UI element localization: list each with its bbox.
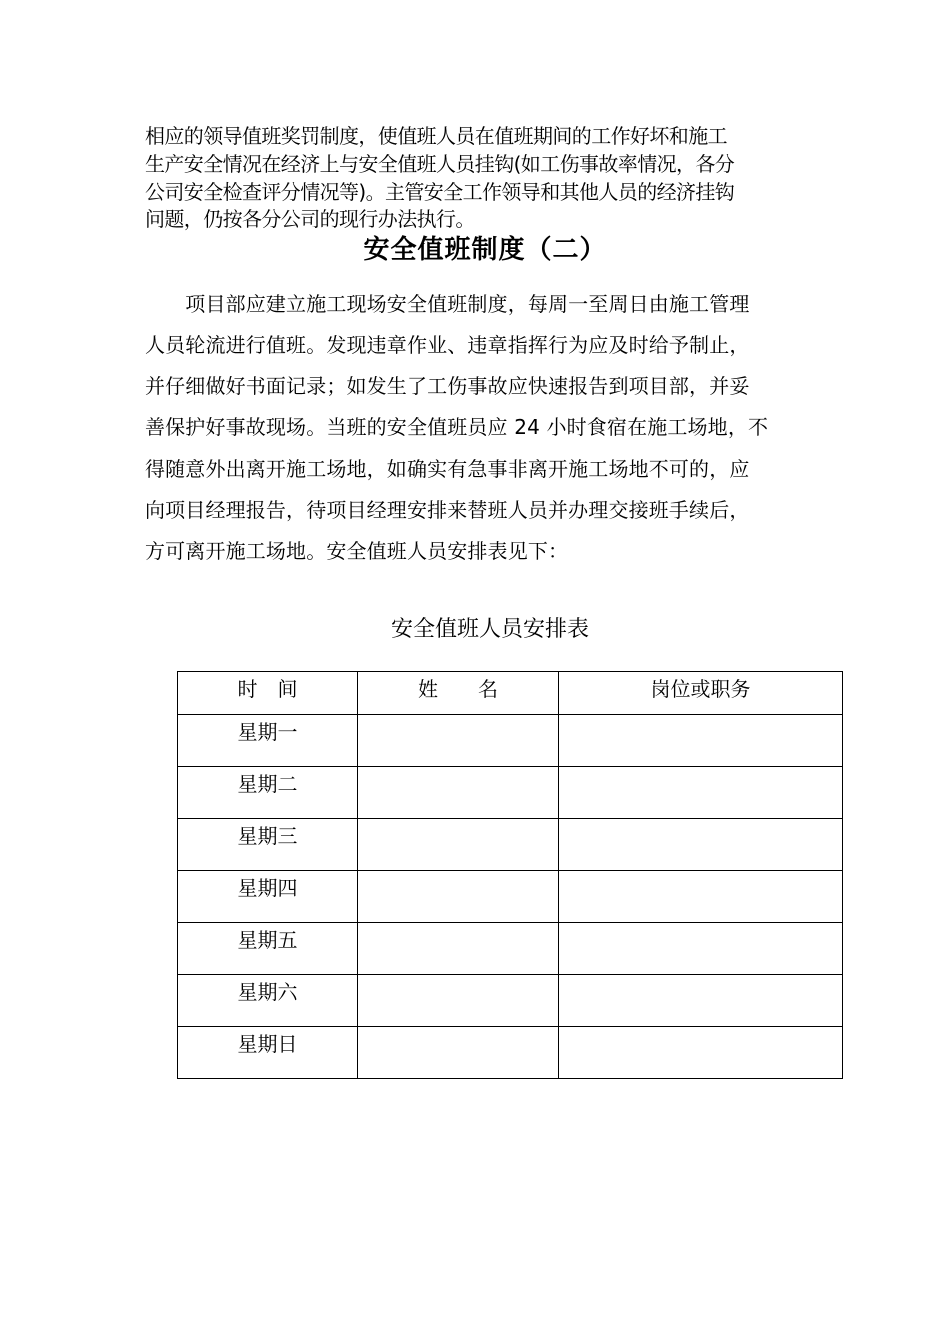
- body-line: 得随意外出离开施工场地，如确实有急事非离开施工场地不可的，应: [145, 457, 750, 481]
- post-cell[interactable]: [559, 871, 843, 923]
- body-line: 项目部应建立施工现场安全值班制度，每周一至周日由施工管理: [145, 292, 750, 316]
- post-cell[interactable]: [559, 715, 843, 767]
- name-cell[interactable]: [358, 923, 559, 975]
- duty-schedule-table: [177, 671, 843, 1079]
- day-cell: 星期五: [178, 923, 358, 975]
- body-line: 善保护好事故现场。当班的安全值班员应 24 小时食宿在施工场地，不: [145, 415, 769, 439]
- body-line: 向项目经理报告，待项目经理安排来替班人员并办理交接班手续后，: [145, 498, 750, 522]
- name-cell[interactable]: [358, 871, 559, 923]
- header-post: 岗位或职务: [559, 672, 843, 715]
- table-row: [178, 871, 843, 923]
- name-cell[interactable]: [358, 819, 559, 871]
- body-line: 人员轮流进行值班。发现违章作业、违章指挥行为应及时给予制止，: [145, 333, 750, 357]
- table-header-row: [178, 672, 843, 715]
- post-cell[interactable]: [559, 975, 843, 1027]
- table-row: [178, 975, 843, 1027]
- header-name: 姓 名: [358, 672, 559, 715]
- name-cell[interactable]: [358, 767, 559, 819]
- table-row: [178, 767, 843, 819]
- post-cell[interactable]: [559, 819, 843, 871]
- header-time: 时 间: [178, 672, 358, 715]
- day-cell: 星期四: [178, 871, 358, 923]
- body-line: 并仔细做好书面记录；如发生了工伤事故应快速报告到项目部，并妥: [145, 374, 750, 398]
- post-cell[interactable]: [559, 1027, 843, 1079]
- day-cell: 星期一: [178, 715, 358, 767]
- name-cell[interactable]: [358, 1027, 559, 1079]
- day-cell: 星期日: [178, 1027, 358, 1079]
- table-title: 安全值班人员安排表: [390, 617, 589, 642]
- intro-line: 问题，仍按各分公司的现行办法执行。: [145, 207, 475, 231]
- day-cell: 星期三: [178, 819, 358, 871]
- table-row: [178, 715, 843, 767]
- day-cell: 星期六: [178, 975, 358, 1027]
- body-line: 方可离开施工场地。安全值班人员安排表见下：: [145, 539, 569, 563]
- name-cell[interactable]: [358, 975, 559, 1027]
- day-cell: 星期二: [178, 767, 358, 819]
- intro-line: 公司安全检查评分情况等)。主管安全工作领导和其他人员的经济挂钩: [145, 180, 735, 204]
- section-title: 安全值班制度（二）: [363, 235, 607, 265]
- post-cell[interactable]: [559, 767, 843, 819]
- table-row: [178, 819, 843, 871]
- table-row: [178, 923, 843, 975]
- post-cell[interactable]: [559, 923, 843, 975]
- name-cell[interactable]: [358, 715, 559, 767]
- table-row: [178, 1027, 843, 1079]
- intro-line: 生产安全情况在经济上与安全值班人员挂钩(如工伤事故率情况，各分: [145, 152, 735, 176]
- intro-line: 相应的领导值班奖罚制度，使值班人员在值班期间的工作好坏和施工: [145, 124, 727, 148]
